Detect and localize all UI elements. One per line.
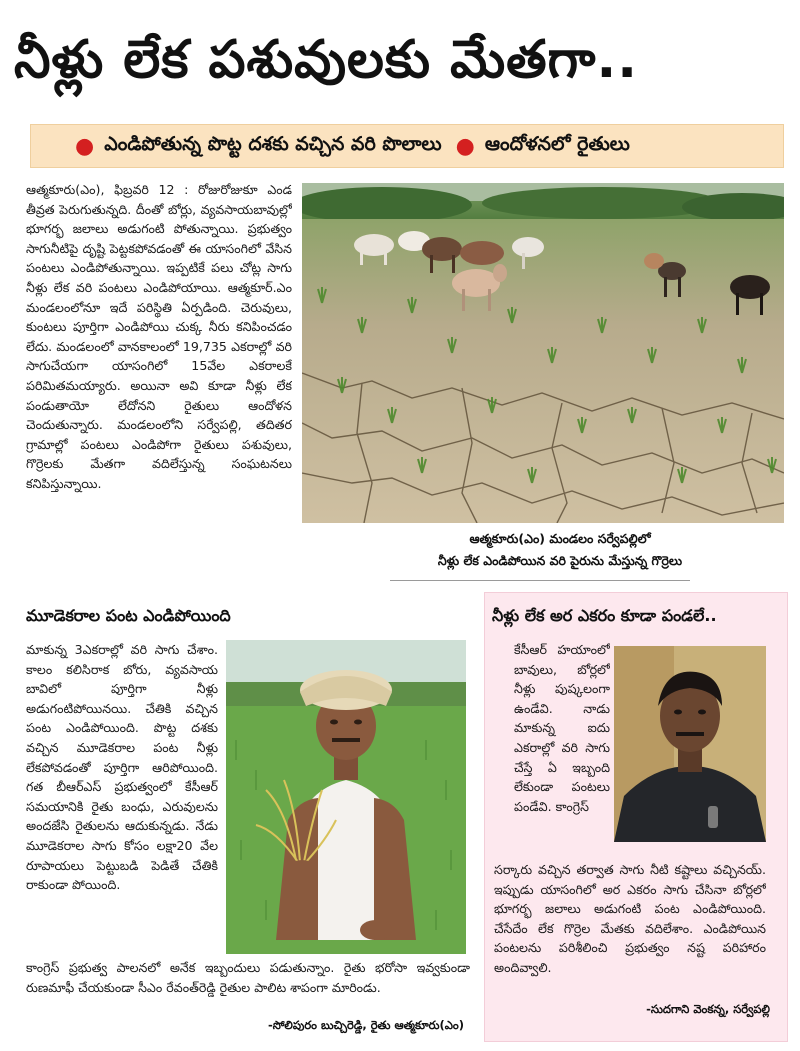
caption-line-1: ఆత్మకూరు(ఎం) మండలం సర్వేపల్లిలో: [469, 531, 651, 546]
photo-caption: [380, 528, 740, 572]
right-story-text-bottom: సర్కారు వచ్చిన తర్వాత సాగు నీటి కష్టాలు వచ్చినయ్. ఇప్పుడు యాసంగిలో అర ఎకరం సాగు చేసినా బోర్లలో భూగర్భ జలాలు అడుగంటి పంట ఎండిపోయింది. చేసేదేం లేక గొర్రెల మేతకు వదిలేశాం. ఎండిపోయిన పంటలను పరిశీలించి ప్రభుత్వం నష్ట పరిహారం అందివ్వాలి.: [494, 862, 766, 975]
venkanna-photo: [614, 646, 766, 842]
main-story-text: ఆత్మకూరు(ఎం), ఫిబ్రవరి 12 : రోజురోజుకూ ఎండ తీవ్రత పెరుగుతున్నది. దీంతో బోర్లు, వ్యవసాయబావుల్లో భూగర్భ జలాలు అడుగంటి పోతున్నాయి. ప్రభుత్వం సాగునీటిపై దృష్టి పెట్టకపోవడంతో ఈ యాసంగిలో వేసిన పంటలు ఎండిపోతున్నాయి. ఇప్పటికే పలు చోట్ల సాగు నీళ్లు లేక వరి పంటలు ఎండిపోయాయి. ఆత్మకూర్.ఎం మండలంలోనూ ఇదే పరిస్థితి ఏర్పడింది. చెరువులు, కుంటలు పూర్తిగా ఎండిపోయి చుక్క నీరు కనిపించడం లేదు. మండలంలో వానకాలంలో 19,735 ఎకరాల్లో వరి సాగుచేయగా యాసంగిలో 15వేల ఎకరాలకే పరిమితమయ్యారు. అయినా అవి కూడా నీళ్లు లేక పండుతాయో లేదోనని రైతులు ఆందోళన చెందుతున్నారు. మండలంలోని సర్వేపల్లి, తదితర గ్రామాల్లో పంటలు ఎండిపోగా రైతులు పశువులు, గొర్రెలకు మేతగా వదిలేస్తున్న సంఘటనలు కనిపిస్తున్నాయి.: [26, 182, 292, 491]
subhead-item-1: ఎండిపోతున్న పొట్ట దశకు వచ్చిన వరి పొలాలు: [104, 132, 442, 155]
right-story-credit: -సుదగాని వెంకన్న, సర్వేపల్లి: [646, 1002, 770, 1016]
bullet-icon: ●: [75, 133, 95, 159]
left-story-credit: -సోలిపురం బుచ్చిరెడ్డి, రైతు ఆత్మకూరు(ఎం): [267, 1018, 464, 1032]
left-story-heading: మూడెకరాల పంట ఎండిపోయింది: [26, 606, 231, 625]
left-story-text-bottom: కాంగ్రెస్ ప్రభుత్వ పాలనలో అనేక ఇబ్బందులు పడుతున్నాం. రైతు భరోసా ఇవ్వకుండా రుణమాఫీ చేయకుండా సీఎం రేవంత్‌రెడ్డి రైతుల పాలిట శాపంగా మారిండు.: [26, 960, 470, 995]
bullet-icon: ●: [455, 133, 475, 159]
caption-line-2: నీళ్లు లేక ఎండిపోయిన వరి పైరును మేస్తున్న గొర్రెలు: [437, 553, 683, 568]
subhead-item-2: ఆందోళనలో రైతులు: [484, 132, 630, 155]
goats-field-photo: [302, 183, 784, 523]
caption-divider: [390, 580, 690, 581]
headline: నీళ్లు లేక పశువులకు మేతగా..: [14, 30, 638, 90]
left-story-text-top: మాకున్న 3ఎకరాల్లో వరి సాగు చేశాం. కాలం కలిసిరాక బోరు, వ్యవసాయ బావిలో పూర్తిగా నీళ్లు అడుగంటిపోయినయి. చేతికి వచ్చిన పంట ఎండిపోయింది. పొట్ట దశకు వచ్చిన మూడెకరాల పంట నీళ్లు లేకపోవడంతో పూర్తిగా ఆరిపోయింది. గత బీఆర్ఎస్ ప్రభుత్వంలో కేసీఆర్ సమయానికి రైతు బంధు, ఎరువులను అందజేసి రైతులను ఆదుకున్నడు. నేడు మూడెకరాల సాగు కోసం లక్షా20 వేల రూపాయలు పెట్టుబడి పెడితే చేతికి రాకుండా పోయింది.: [26, 642, 218, 893]
right-story-text-top: కేసీఆర్ హయాంలో బావులు, బోర్లలో నీళ్లు పుష్కలంగా ఉండేవి. నాడు మాకున్న ఐదు ఎకరాల్లో వరి సాగు చేస్తే ఏ ఇబ్బంది లేకుండా పంటలు పండేవి. కాంగ్రెస్: [514, 642, 610, 814]
right-story-heading: నీళ్లు లేక అర ఎకరం కూడా పండలే..: [492, 606, 717, 625]
subhead-bar: [30, 124, 784, 168]
farmer-photo: [226, 640, 466, 954]
